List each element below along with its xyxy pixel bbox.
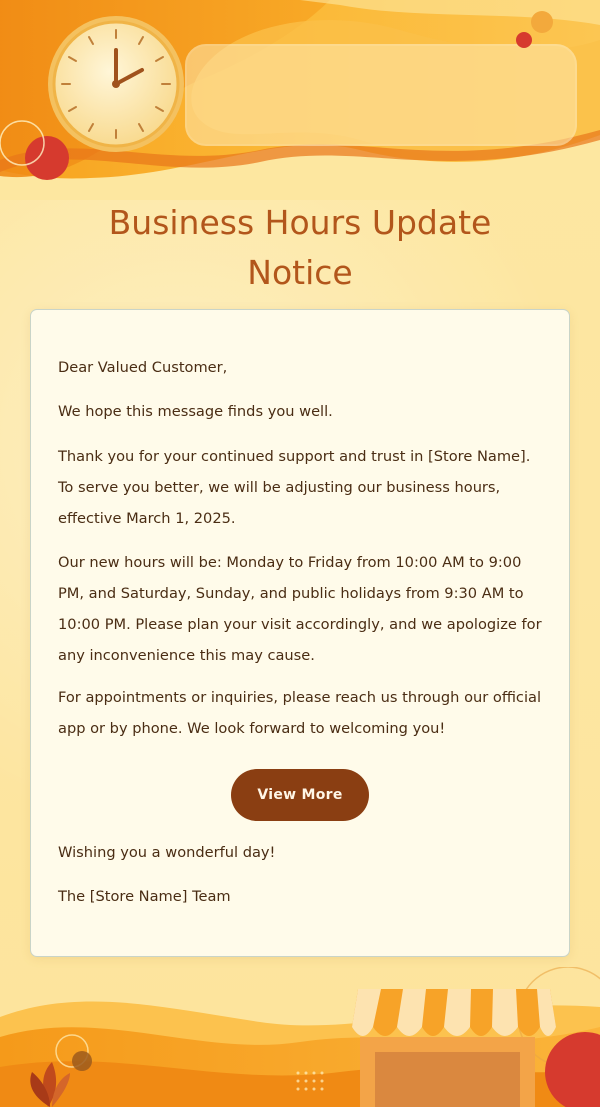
title-line-2: Notice [247,253,353,292]
intro-paragraph: We hope this message finds you well. [58,403,333,420]
letter-card [30,309,570,957]
greeting-text: Dear Valued Customer, [58,359,228,376]
title-line-1: Business Hours Update [108,203,492,242]
contact-paragraph: For appointments or inquiries, please reach us through our official app or by phone. We look forward to welcoming you! [58,689,542,737]
footer-illustration [0,967,600,1107]
header-illustration [0,0,600,200]
closing-text: Wishing you a wonderful day! [58,844,276,861]
announcement-paragraph: Thank you for your continued support and trust in [Store Name]. To serve you better, we will be adjusting our business hours, effective March 1, 2025. [58,448,531,527]
clock-icon [48,16,184,152]
hours-paragraph: Our new hours will be: Monday to Friday from 10:00 AM to 9:00 PM, and Saturday, Sunday, and public holidays from 9:30 AM to 10:00 PM. Please plan your visit accordingly, and we apologize for any inconvenience this may cause. [58,554,542,664]
view-more-button[interactable]: View More [231,769,369,821]
page-title [0,198,600,298]
storefront-icon [352,989,556,1107]
signature-text: The [Store Name] Team [58,888,231,905]
